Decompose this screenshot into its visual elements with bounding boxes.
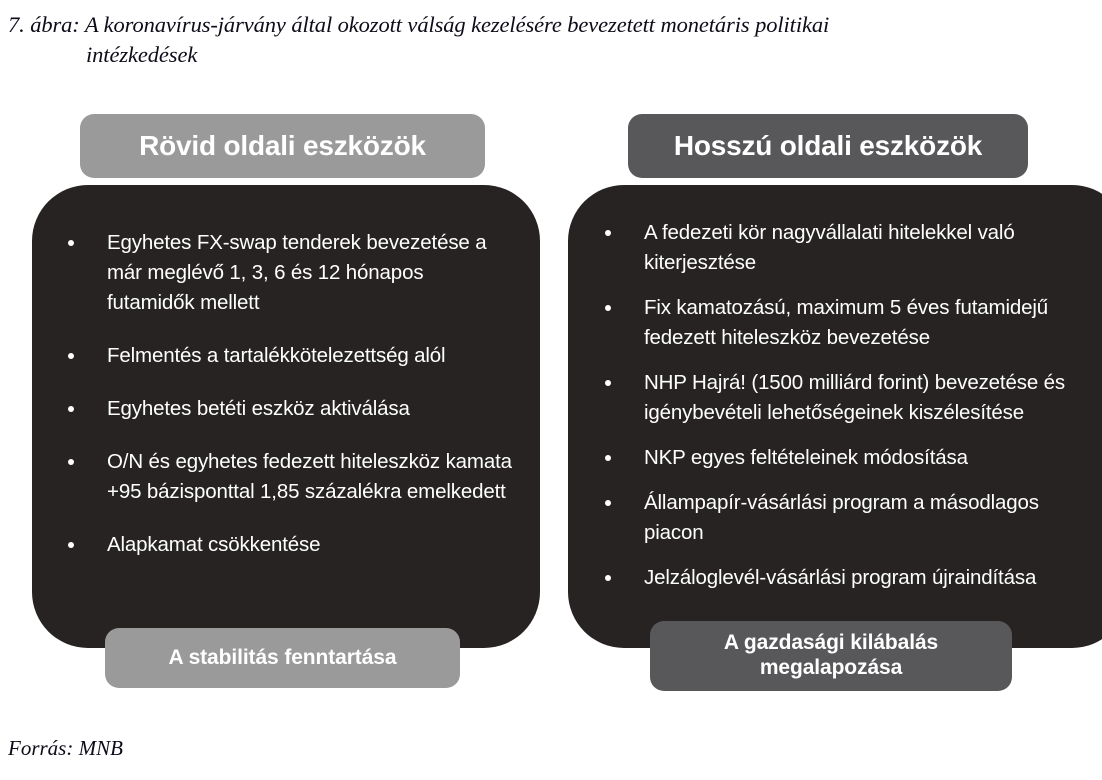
list-item-text: Egyhetes betéti eszköz aktiválása (107, 397, 410, 420)
list-item (597, 368, 1097, 428)
list-item (60, 341, 515, 371)
list-item-text: Jelzáloglevél-vásárlási program újraindítása (644, 566, 1037, 589)
list-item (597, 443, 1097, 473)
bullet-list-short-side-tools (60, 228, 515, 560)
panel-footer-short-side-tools: A stabilitás fenntartása (105, 628, 460, 688)
panel-footer-long-side-tools: A gazdasági kilábalás megalapozása (650, 621, 1012, 691)
list-item-text: Alapkamat csökkentése (107, 533, 321, 556)
list-item-text: Állampapír-vásárlási program a másodlagos piacon (644, 491, 1039, 544)
list-item (60, 394, 515, 424)
list-item (60, 228, 515, 318)
list-item-text: Egyhetes FX-swap tenderek bevezetése a már meglévő 1, 3, 6 és 12 hónapos futamidők mellett (107, 231, 487, 314)
bullet-dot-icon (68, 542, 74, 548)
bullet-dot-icon (605, 575, 611, 581)
bullet-dot-icon (605, 230, 611, 236)
monetary-policy-diagram (0, 100, 1102, 700)
bullet-dot-icon (605, 500, 611, 506)
list-item-text: Fix kamatozású, maximum 5 éves futamidejű fedezett hiteleszköz bevezetése (644, 296, 1049, 349)
panel-header-short-side-tools: Rövid oldali eszközök (80, 114, 485, 178)
bullet-dot-icon (68, 459, 74, 465)
list-item-text: NKP egyes feltételeinek módosítása (644, 446, 968, 469)
list-item (597, 218, 1097, 278)
panel-header-long-side-tools: Hosszú oldali eszközök (628, 114, 1028, 178)
list-item-text: NHP Hajrá! (1500 milliárd forint) bevezetése és igénybevételi lehetőségeinek kiszélesítése (644, 371, 1065, 424)
figure-caption-line-2: intézkedések (86, 42, 198, 67)
list-item-text: A fedezeti kör nagyvállalati hitelekkel való kiterjesztése (644, 221, 1015, 274)
figure-caption-line-1: 7. ábra: A koronavírus-járvány által okozott válság kezelésére bevezetett monetáris politikai (8, 12, 830, 37)
figure-caption (8, 10, 1093, 70)
list-item-text: O/N és egyhetes fedezett hiteleszköz kamata +95 bázisponttal 1,85 százalékra emelkedett (107, 450, 512, 503)
list-item (60, 530, 515, 560)
list-item (597, 563, 1097, 593)
bullet-dot-icon (605, 455, 611, 461)
list-item (597, 488, 1097, 548)
bullet-dot-icon (605, 305, 611, 311)
bullet-dot-icon (605, 380, 611, 386)
bullet-dot-icon (68, 406, 74, 412)
bullet-dot-icon (68, 240, 74, 246)
bullet-dot-icon (68, 353, 74, 359)
bullet-list-long-side-tools (597, 218, 1097, 593)
list-item-text: Felmentés a tartalékkötelezettség alól (107, 344, 446, 367)
list-item (597, 293, 1097, 353)
source-note: Forrás: MNB (8, 736, 123, 760)
list-item (60, 447, 515, 507)
